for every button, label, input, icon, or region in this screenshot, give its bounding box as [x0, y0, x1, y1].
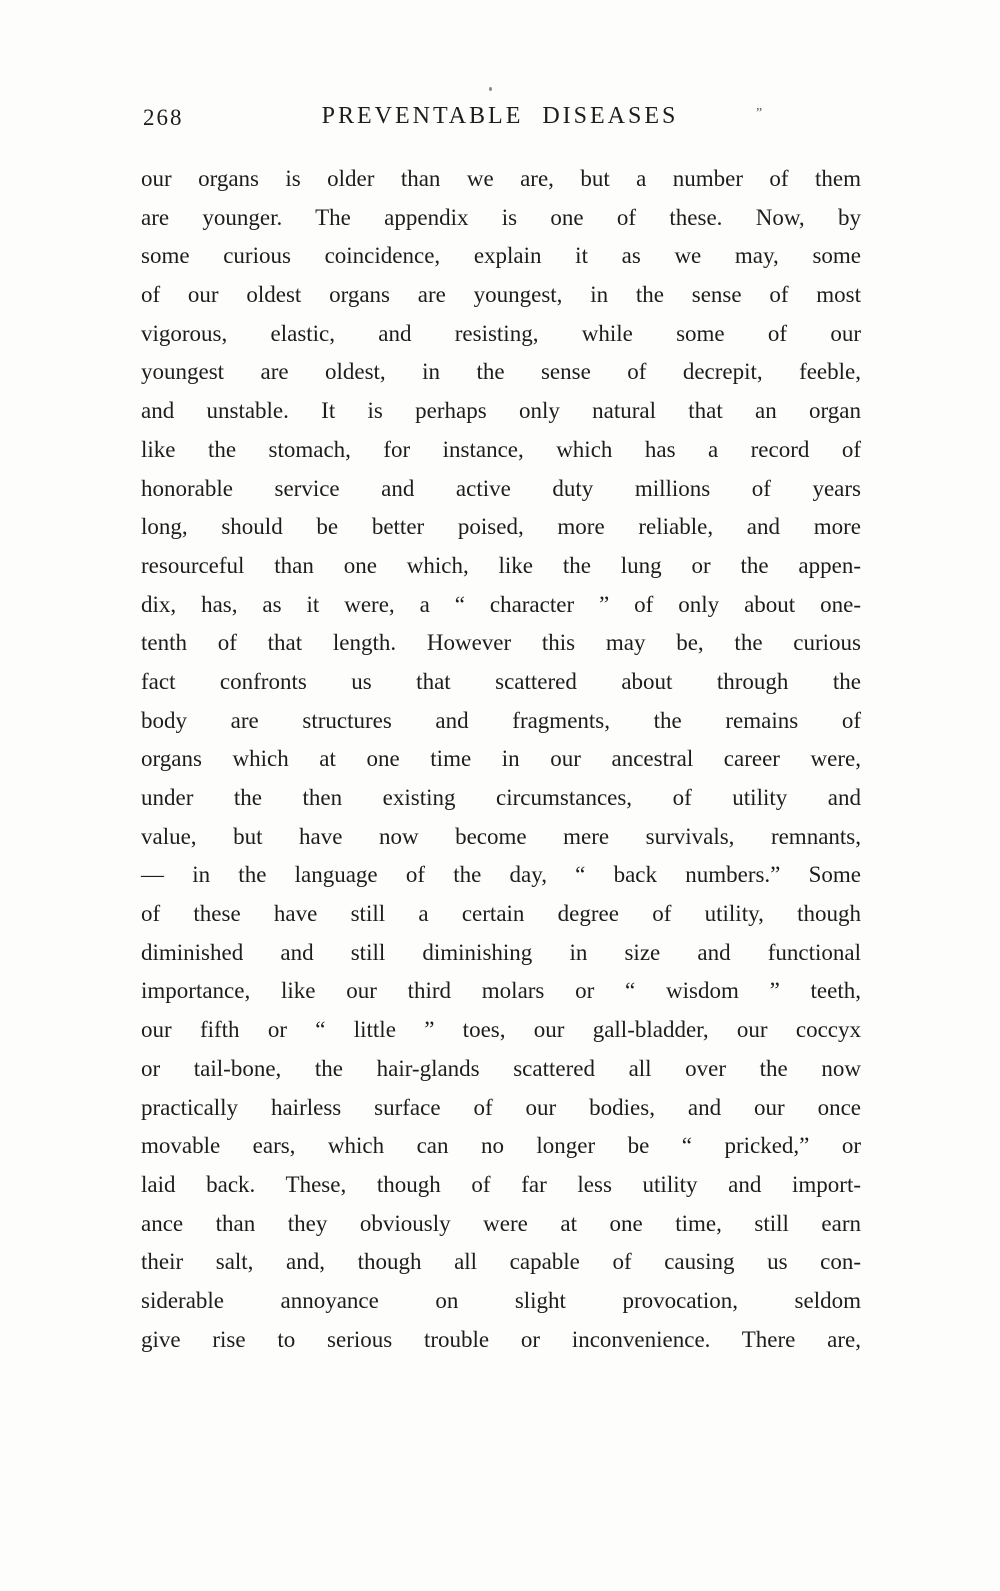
text-line: fact confronts us that scattered about through the — [141, 668, 861, 694]
text-line: long, should be better poised, more reliable, and more — [141, 514, 861, 540]
text-line: vigorous, elastic, and resisting, while some of our — [141, 320, 861, 346]
text-line: dix, has, as it were, a “ character ” of only about one- — [141, 591, 861, 617]
text-line: and unstable. It is perhaps only natural that an organ — [141, 398, 861, 424]
text-line: tenth of that length. However this may be, the curious — [141, 630, 861, 656]
text-line: like the stomach, for instance, which has a record of — [141, 436, 861, 462]
text-line: give rise to serious trouble or inconvenience. There are, — [141, 1326, 861, 1352]
text-line: resourceful than one which, like the lung or the appen- — [141, 552, 861, 578]
text-line: practically hairless surface of our bodies, and our once — [141, 1094, 861, 1120]
text-line: importance, like our third molars or “ wisdom ” teeth, — [141, 978, 861, 1004]
running-head-title: PREVENTABLE DISEASES — [321, 103, 679, 129]
text-line: movable ears, which can no longer be “ pricked,” or — [141, 1133, 861, 1159]
page-number: 268 — [143, 105, 184, 130]
text-line: diminished and still diminishing in size and functional — [141, 939, 861, 965]
text-line: organs which at one time in our ancestral career were, — [141, 746, 861, 772]
page-header — [0, 100, 1000, 136]
body-text — [141, 160, 861, 1359]
text-line: some curious coincidence, explain it as we may, some — [141, 243, 861, 269]
text-line: under the then existing circumstances, of utility and — [141, 785, 861, 810]
stray-print-mark: ” — [756, 106, 763, 121]
text-line: of our oldest organs are youngest, in the sense of most — [141, 282, 861, 308]
text-line: our fifth or “ little ” toes, our gall-bladder, our coccyx — [141, 1017, 861, 1043]
text-line: value, but have now become mere survivals, remnants, — [141, 823, 861, 849]
text-line: laid back. These, though of far less utility and import- — [141, 1171, 861, 1197]
text-line: their salt, and, though all capable of causing us con- — [141, 1249, 861, 1275]
text-line: our organs is older than we are, but a number of them — [141, 166, 861, 191]
text-line: or tail-bone, the hair-glands scattered all over the now — [141, 1055, 861, 1081]
text-line: of these have still a certain degree of utility, though — [141, 901, 861, 927]
text-line: youngest are oldest, in the sense of decrepit, feeble, — [141, 359, 861, 385]
text-line: body are structures and fragments, the remains of — [141, 707, 861, 733]
text-line: — in the language of the day, “ back numbers.” Some — [141, 862, 861, 888]
text-line: siderable annoyance on slight provocation, seldom — [141, 1287, 861, 1313]
text-line: honorable service and active duty millions of years — [141, 475, 861, 501]
scan-speck — [489, 87, 492, 91]
text-line: ance than they obviously were at one time, still earn — [141, 1210, 861, 1236]
text-line: are younger. The appendix is one of these. Now, by — [141, 204, 861, 230]
